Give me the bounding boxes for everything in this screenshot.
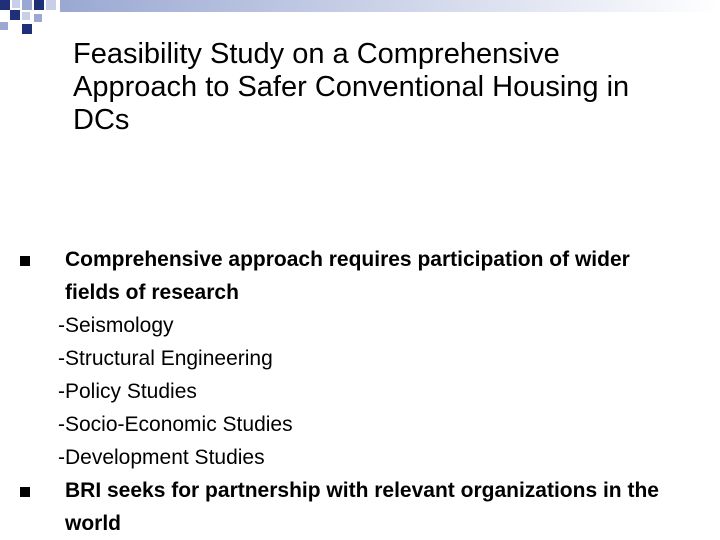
bullet-item — [0, 474, 685, 540]
bullet-text: Comprehensive approach requires participation of wider fields of research — [65, 248, 630, 304]
sub-item-policy-studies: -Policy Studies — [58, 380, 197, 403]
slide-body — [0, 243, 720, 540]
sub-item-development-studies: -Development Studies — [58, 446, 265, 469]
bullet-text: BRI seeks for partnership with relevant organizations in the world — [65, 479, 659, 535]
decorative-header-squares — [0, 0, 720, 40]
square-bullet-icon — [20, 487, 30, 497]
bullet-item — [0, 243, 685, 309]
sub-item-structural-engineering: -Structural Engineering — [58, 347, 273, 370]
sub-item-socio-economic-studies: -Socio-Economic Studies — [58, 413, 293, 436]
square-bullet-icon — [20, 256, 30, 266]
slide-title: Feasibility Study on a Comprehensive Approach to Safer Conventional Housing in DCs — [73, 38, 630, 136]
sub-item-seismology: -Seismology — [58, 314, 174, 337]
